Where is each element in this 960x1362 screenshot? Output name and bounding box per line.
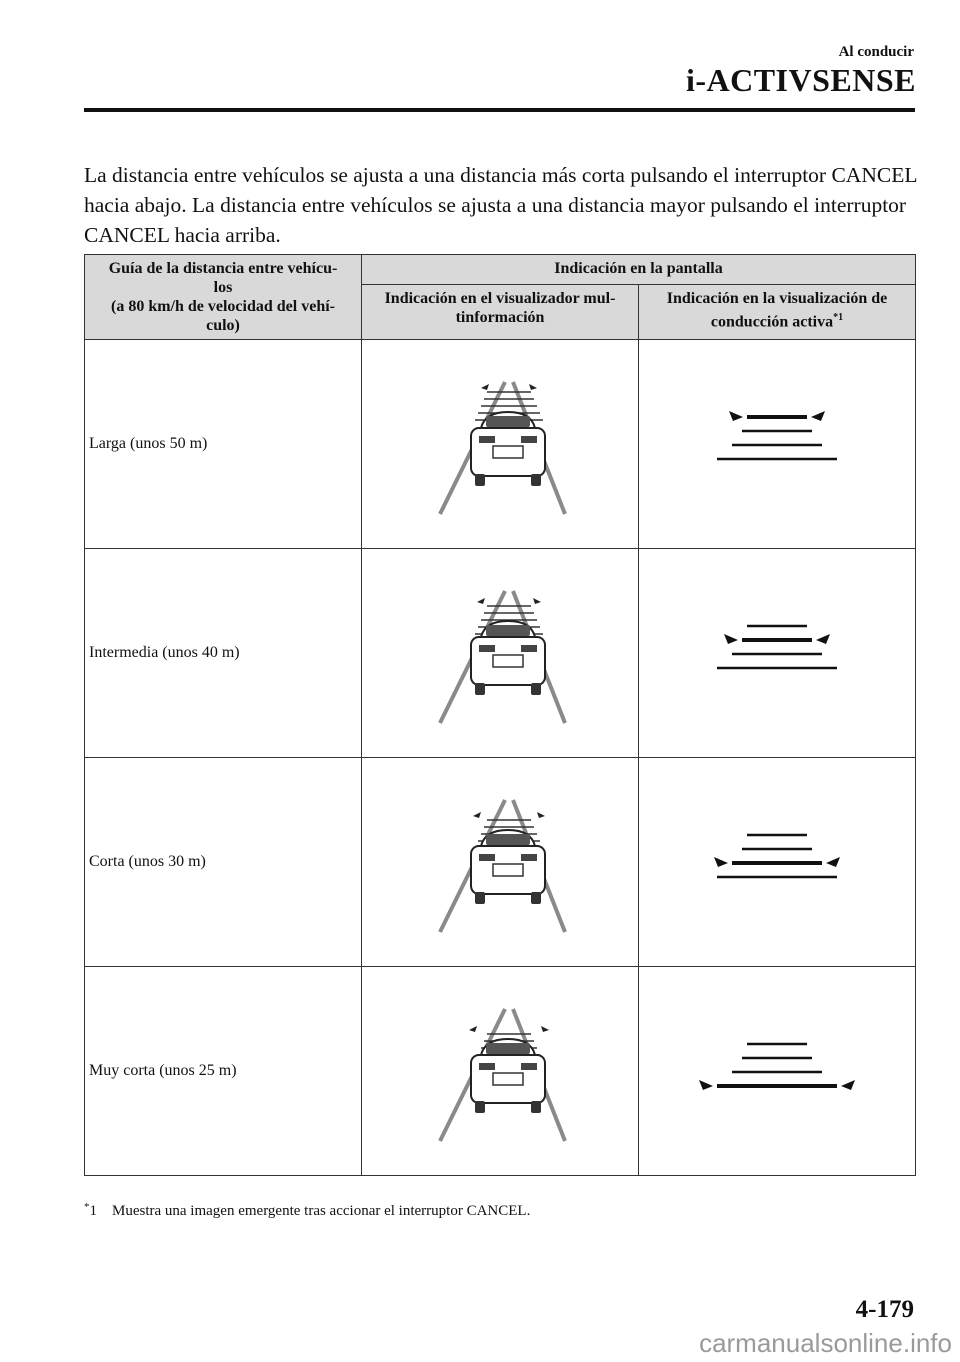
arrow-right-icon (816, 634, 830, 644)
arrow-left-icon (477, 598, 485, 604)
multiinfo-display-cell (362, 758, 639, 967)
arrow-left-icon (481, 384, 489, 390)
active-display-cell (639, 967, 916, 1176)
arrow-right-icon (826, 857, 840, 867)
arrow-left-icon (473, 812, 481, 818)
arrow-right-icon (541, 1026, 549, 1032)
hud-distance-icon (692, 807, 862, 917)
arrow-right-icon (811, 411, 825, 421)
active-display-cell (639, 758, 916, 967)
col-guide-header: Guía de la distancia entre vehícu- los (a 80 km/h de velocidad del vehí- culo) (85, 255, 362, 340)
table-row (85, 340, 916, 549)
watermark: carmanualsonline.info (699, 1328, 952, 1358)
table-row (85, 758, 916, 967)
section-label: Al conducir (838, 44, 914, 60)
car-rear-icon (471, 830, 545, 904)
table-row (85, 967, 916, 1176)
arrow-right-icon (537, 812, 545, 818)
active-display-cell (639, 549, 916, 758)
hud-distance-icon (692, 1016, 862, 1126)
distance-table (84, 254, 916, 1176)
car-distance-icon (385, 573, 615, 733)
page-number: 4-179 (855, 1296, 914, 1323)
multiinfo-display-cell (362, 549, 639, 758)
distance-label: Muy corta (unos 25 m) (85, 967, 362, 1176)
arrow-right-icon (529, 384, 537, 390)
arrow-left-icon (714, 857, 728, 867)
car-distance-icon (385, 782, 615, 942)
col-multiinfo-header: Indicación en el visualizador mul- tinformación (362, 285, 639, 340)
multiinfo-display-cell (362, 340, 639, 549)
multiinfo-display-cell (362, 967, 639, 1176)
distance-label: Larga (unos 50 m) (85, 340, 362, 549)
footnote-ref: *1 (833, 312, 844, 323)
col-active-display-header: Indicación en la visualización de conducción activa$^{*1}$ (639, 285, 916, 340)
header-rule (84, 108, 915, 112)
arrow-left-icon (699, 1080, 713, 1090)
car-rear-icon (471, 1039, 545, 1113)
table-header-row (85, 255, 916, 285)
active-display-cell (639, 340, 916, 549)
distance-label: Intermedia (unos 40 m) (85, 549, 362, 758)
distance-label: Corta (unos 30 m) (85, 758, 362, 967)
arrow-right-icon (841, 1080, 855, 1090)
arrow-right-icon (533, 598, 541, 604)
car-rear-icon (471, 621, 545, 695)
footnote: *1 Muestra una imagen emergente tras accionar el interruptor CANCEL. (84, 1201, 531, 1219)
hud-distance-icon (692, 389, 862, 499)
chapter-title: i-ACTIVSENSE (685, 62, 916, 98)
display-group-header: Indicación en la pantalla (362, 255, 916, 285)
arrow-left-icon (724, 634, 738, 644)
hud-distance-icon (692, 598, 862, 708)
car-rear-icon (471, 412, 545, 486)
table-row (85, 549, 916, 758)
car-distance-icon (385, 991, 615, 1151)
car-distance-icon (385, 364, 615, 524)
intro-paragraph: La distancia entre vehículos se ajusta a una distancia más corta pulsando el interruptor CANCEL hacia abajo. La distancia entre vehículos se ajusta a una distancia mayor pulsando el interruptor CANCEL hacia arriba. (84, 163, 917, 247)
arrow-left-icon (729, 411, 743, 421)
arrow-left-icon (469, 1026, 477, 1032)
